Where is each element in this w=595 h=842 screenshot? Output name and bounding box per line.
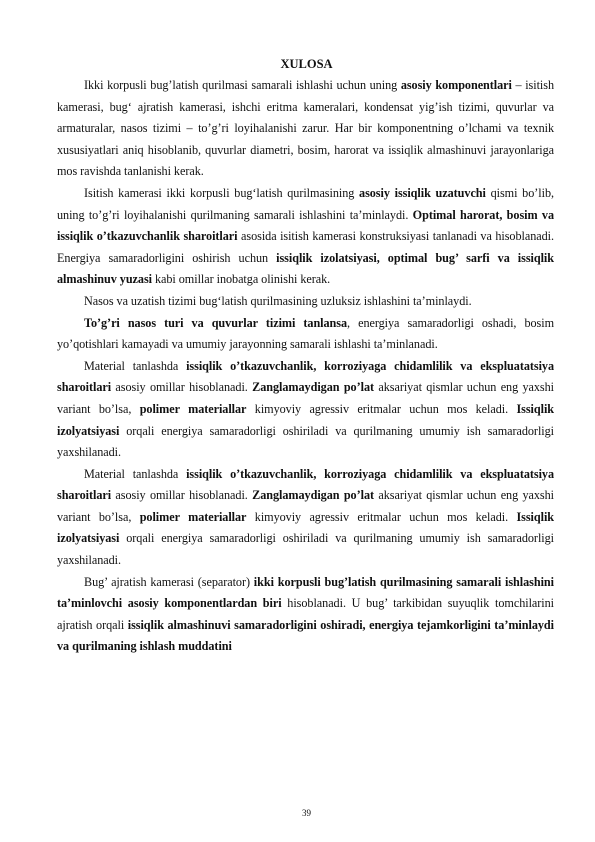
text-run: Material tanlashda (84, 358, 187, 373)
text-run: orqali energiya samaradorligi oshiriladi va qurilmaning umumiy ish samaradorligi yaxshilanadi. (57, 423, 554, 460)
section-title: XULOSA (280, 57, 333, 71)
bold-text-run: Issiqlik izolyatsiyasi (57, 401, 555, 438)
text-run: Material tanlashda (84, 466, 187, 481)
text-run: asosiy omillar hisoblanadi. (111, 380, 253, 395)
text-run: aksariyat qismlar uchun eng yaxshi variant bo’lsa, (57, 488, 555, 524)
document-page (57, 57, 554, 658)
paragraph (57, 313, 554, 356)
bold-text-run: polimer materiallar (139, 509, 247, 524)
bold-text-run: issiqlik izolatsiyasi, optimal bug’ sarfi va issiqlik almashinuv yuzasi (57, 250, 554, 287)
bold-text-run: issiqlik o’tkazuvchanlik, korroziyaga chidamlilik va ekspluatatsiya sharoitlari (57, 358, 555, 395)
text-run: Bug’ ajratish kamerasi (separator) (84, 574, 254, 589)
paragraph (57, 75, 554, 183)
bold-text-run: Issiqlik izolyatsiyasi (57, 509, 555, 546)
text-run: , energiya samaradorligi oshadi, bosim yo’qotishlari kamayadi va umumiy jarayonning samarali ishlashi ta’minlanadi. (57, 315, 555, 352)
text-run: kimyoviy agressiv eritmalar uchun mos keladi. (246, 401, 517, 416)
text-run: hisoblanadi. U bug’ tarkibidan suyuqlik tomchilarini ajratish orqali (57, 596, 554, 632)
text-run: kabi omillar inobatga olinishi kerak. (151, 272, 331, 287)
bold-text-run: asosiy issiqlik uzatuvchi (359, 185, 486, 200)
text-run: Isitish kamerasi ikki korpusli bug‘latish qurilmasining (84, 185, 360, 200)
bold-text-run: Zanglamaydigan po’lat (252, 380, 375, 395)
bold-text-run: Optimal harorat, bosim va issiqlik o’tkazuvchanlik sharoitlari (57, 207, 554, 244)
bold-text-run: ikki korpusli bug’latish qurilmasining samarali ishlashini ta’minlovchi asosiy komponentlardan biri (57, 574, 554, 611)
bold-text-run: To’g’ri nasos turi va quvurlar tizimi tanlansa (84, 315, 348, 330)
paragraph (57, 464, 554, 572)
paragraph (57, 356, 554, 464)
bold-text-run: issiqlik o’tkazuvchanlik, korroziyaga chidamlilik va ekspluatatsiya sharoitlari (57, 466, 555, 503)
bold-text-run: Zanglamaydigan po’lat (252, 488, 375, 503)
page-number: 39 (302, 808, 311, 818)
text-run: orqali energiya samaradorligi oshiriladi va qurilmaning umumiy ish samaradorligi yaxshilanadi. (57, 531, 554, 568)
bold-text-run: asosiy komponentlari (400, 78, 512, 92)
text-run: – isitish kamerasi, bug‘ ajratish kamerasi, ishchi eritma kameralari, kondensat yig’ish tizimi, quvurlar va armaturalar, nasos tizimi – to’g’ri loyihalanishi zarur. Har bir komponentning o’lchami va texnik xususiyatlari aniq hisoblanib, quvurlar diametri, bosim, harorat va issiqlik almashinuvi jarayonlariga mos ravishda tanlanishi kerak. (57, 78, 554, 179)
text-run: asosida isitish kamerasi konstruksiyasi tanlanadi va hisoblanadi. Energiya samaradorligini oshirish uchun (57, 229, 554, 265)
text-run: kimyoviy agressiv eritmalar uchun mos keladi. (246, 509, 517, 524)
text-run: aksariyat qismlar uchun eng yaxshi variant bo’lsa, (57, 380, 555, 416)
text-run: qismi bo’lib, uning to’g’ri loyihalanishi qurilmaning samarali ishlashini ta’minlaydi. (57, 185, 554, 222)
bold-text-run: polimer materiallar (139, 401, 247, 416)
text-run: Nasos va uzatish tizimi bug‘latish qurilmasining uzluksiz ishlashini ta’minlaydi. (84, 293, 472, 308)
paragraph (57, 572, 554, 658)
body-text (57, 75, 554, 658)
text-run: asosiy omillar hisoblanadi. (111, 488, 253, 503)
bold-text-run: issiqlik almashinuvi samaradorligini oshiradi, energiya tejamkorligini ta’minlaydi va qurilmaning ishlash muddatini (57, 617, 554, 654)
text-run: Ikki korpusli bug’latish qurilmasi samarali ishlashi uchun uning (84, 78, 401, 92)
paragraph (57, 291, 554, 313)
paragraph (57, 183, 554, 291)
